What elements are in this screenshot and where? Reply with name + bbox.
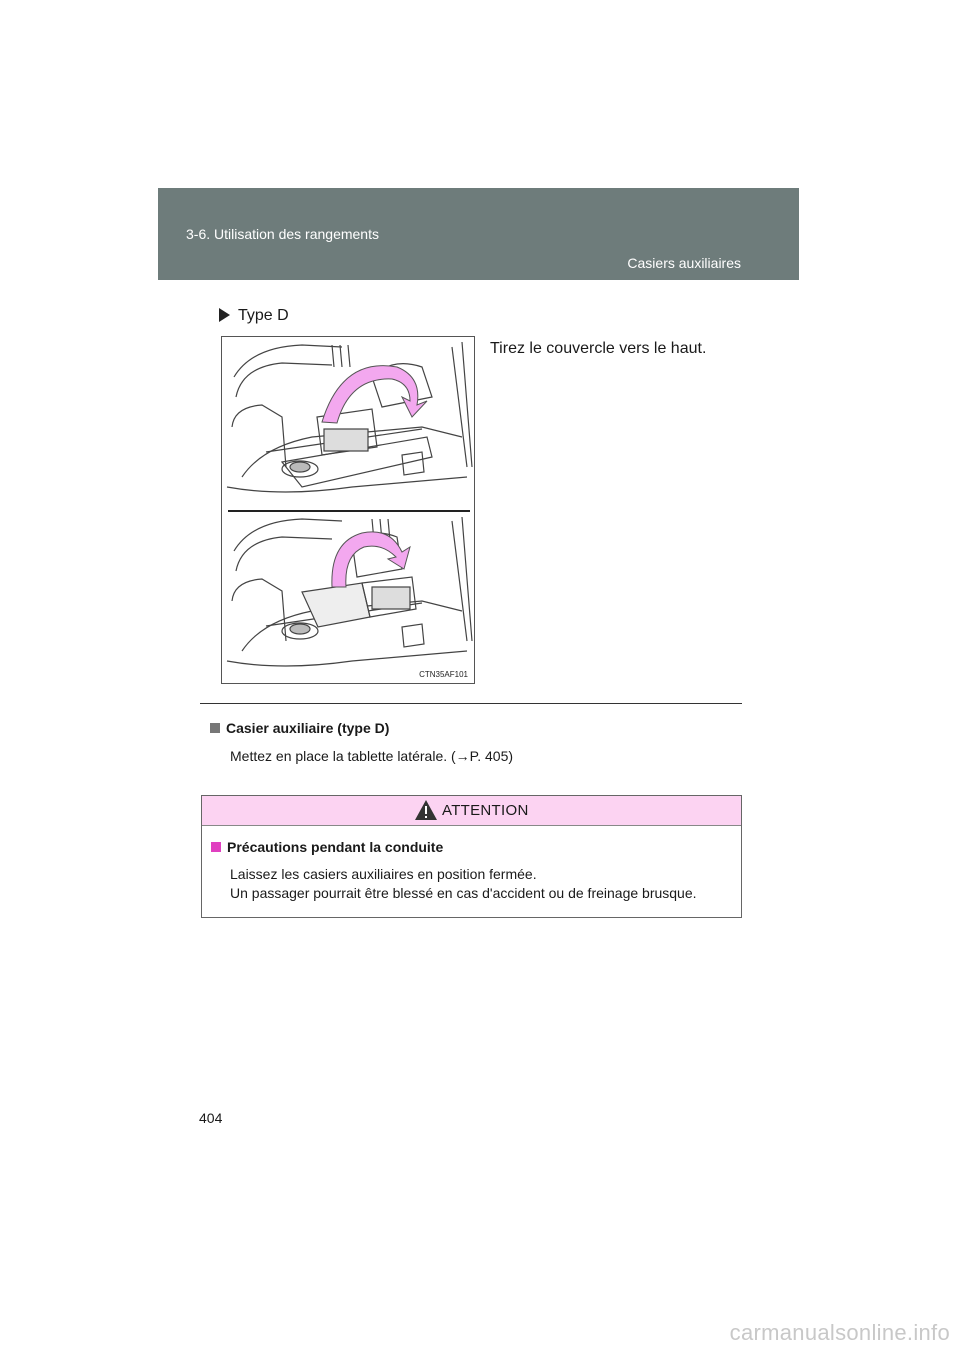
square-bullet-icon [210, 723, 220, 733]
console-drawing [222, 337, 476, 685]
warning-heading [211, 839, 443, 855]
type-label-text: Type D [238, 307, 289, 324]
instruction-text: Tirez le couvercle vers le haut. [490, 340, 707, 357]
warning-line-1: Laissez les casiers auxiliaires en position fermée. [230, 866, 537, 882]
warning-line-2: Un passager pourrait être blessé en cas d'accident ou de freinage brusque. [230, 885, 697, 901]
watermark: carmanualsonline.info [729, 1320, 950, 1345]
page-number: 404 [199, 1110, 223, 1126]
section-header [158, 188, 799, 280]
note-title [210, 720, 389, 736]
warning-title-bar [202, 796, 741, 826]
type-label [219, 307, 289, 325]
square-bullet-icon [211, 842, 221, 852]
warning-box [201, 795, 742, 918]
note-body: Mettez en place la tablette latérale. (→P. 405) [230, 748, 514, 764]
note-title-text: Casier auxiliaire (type D) [226, 720, 390, 736]
warning-heading-text: Précautions pendant la conduite [227, 839, 444, 855]
warning-triangle-icon [414, 799, 438, 821]
warning-label: ATTENTION [442, 802, 529, 819]
section-title: 3-6. Utilisation des rangements [186, 226, 379, 242]
topic-title: Casiers auxiliaires [627, 255, 741, 271]
figure-code: CTN35AF101 [419, 670, 468, 679]
arrow-right-icon [219, 308, 230, 322]
section-divider [200, 703, 742, 704]
console-illustration [221, 336, 475, 684]
lift-arrow-top [322, 366, 427, 423]
